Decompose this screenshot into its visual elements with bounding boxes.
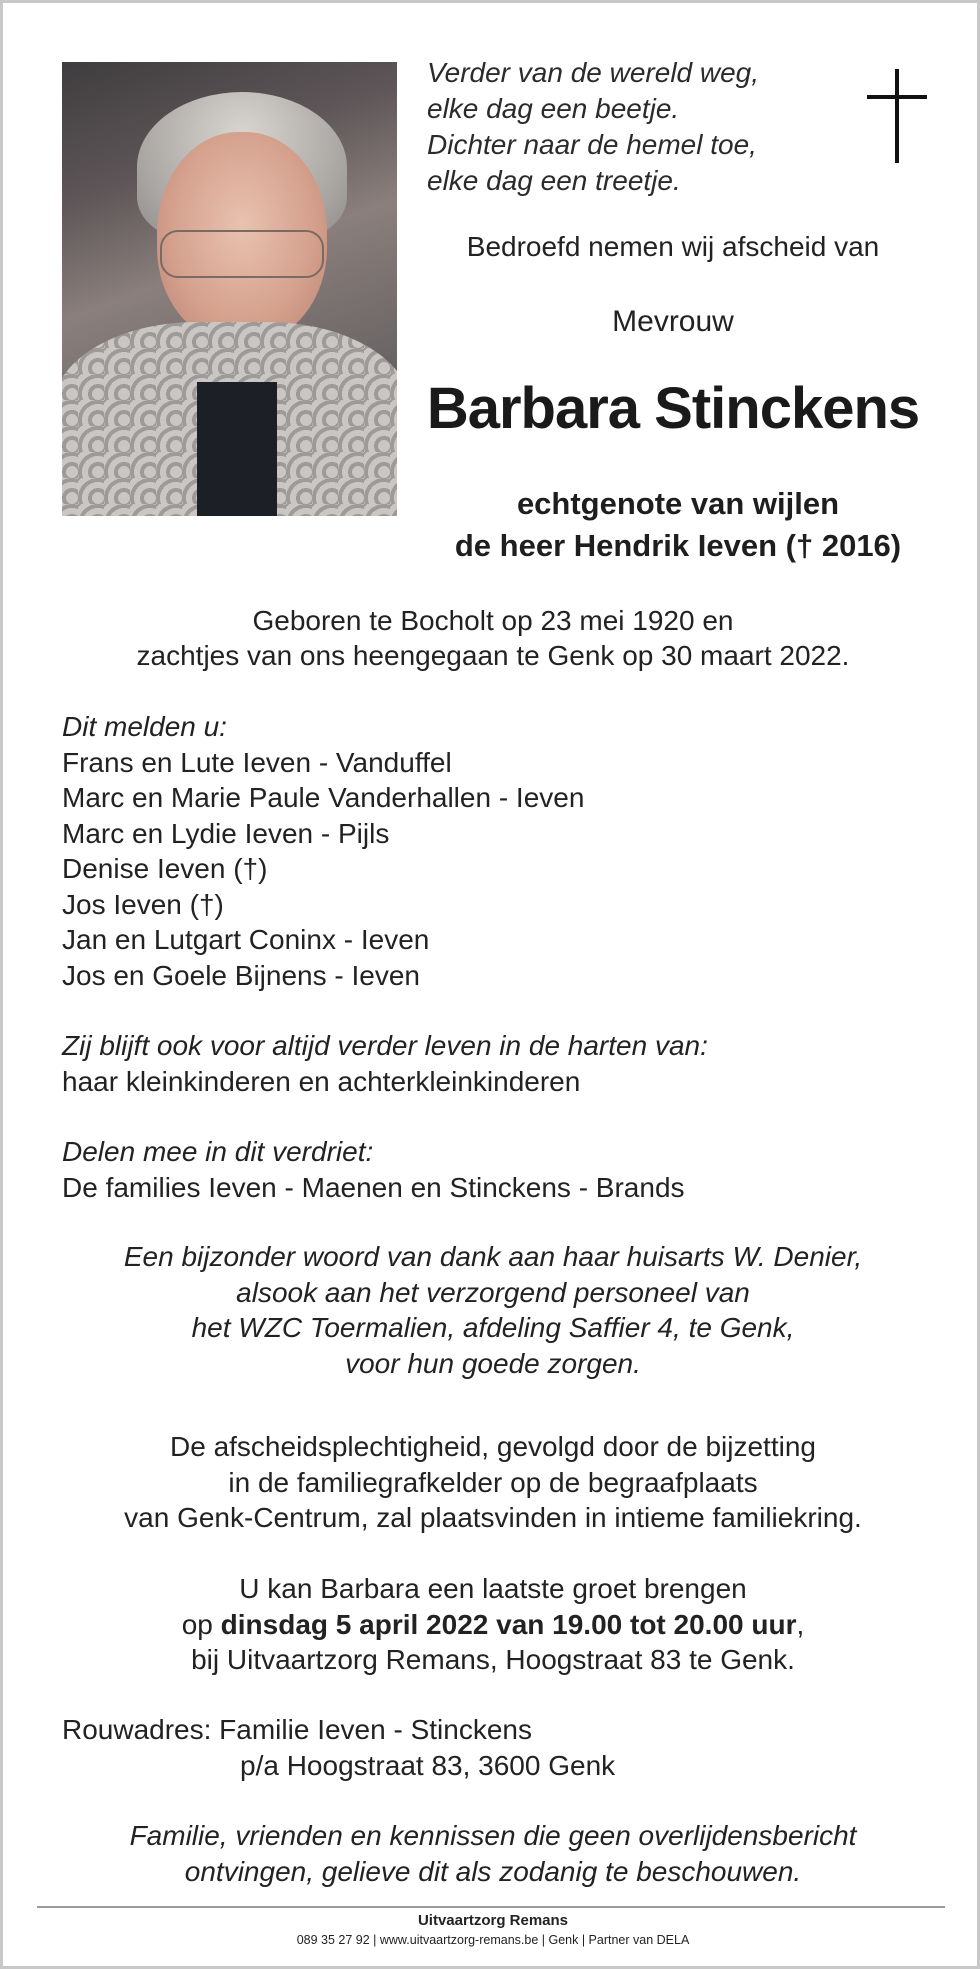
footer — [3, 1911, 980, 1949]
announcer-name: Jos Ieven (†) — [62, 888, 224, 920]
funeral-home-contact: 089 35 27 92 | www.uitvaartzorg-remans.be | Genk | Partner van DELA — [296, 1933, 690, 1947]
announcer-name: Marc en Marie Paule Vanderhallen - Ieven — [62, 782, 585, 813]
share-text: De families Ieven - Maenen en Stinckens - Brands — [62, 1171, 685, 1203]
address-line-2: p/a Hoogstraat 83, 3600 Genk — [240, 1749, 616, 1781]
announcer-name: Jos en Goele Bijnens - Ieven — [62, 959, 420, 991]
poem-line: Verder van de wereld weg, — [427, 57, 760, 88]
visit-section — [3, 1571, 980, 1678]
hearts-section — [62, 1028, 942, 1099]
visit-line-3: bij Uitvaartzorg Remans, Hoogstraat 83 te Genk. — [191, 1644, 795, 1675]
announcer-name: Marc en Lydie Ieven - Pijls — [62, 817, 390, 849]
hearts-heading: Zij blijft ook voor altijd verder leven in de harten van: — [62, 1030, 708, 1061]
ceremony-section — [3, 1429, 980, 1536]
visit-line-2 — [3, 1607, 980, 1643]
visit-datetime: dinsdag 5 april 2022 van 19.00 tot 20.00 uur — [220, 1608, 797, 1640]
announcers-heading: Dit melden u: — [62, 711, 227, 742]
birth-death-info — [3, 603, 980, 673]
spouse-line-1: echtgenote van wijlen — [516, 486, 840, 521]
visit-line-1: U kan Barbara een laatste groet brengen — [239, 1573, 747, 1604]
born-line-1: Geboren te Bocholt op 23 mei 1920 en — [252, 605, 734, 636]
portrait-glasses — [160, 230, 324, 278]
ceremony-line: van Genk-Centrum, zal plaatsvinden in intieme familiekring. — [124, 1502, 862, 1533]
announcers-list — [62, 709, 942, 993]
poem-line: elke dag een beetje. — [427, 93, 680, 124]
funeral-home-name: Uitvaartzorg Remans — [417, 1912, 569, 1929]
notice-section — [3, 1818, 980, 1890]
spouse-line-2: de heer Hendrik Ieven († 2016) — [454, 528, 902, 563]
thanks-line: Een bijzonder woord van dank aan haar huisarts W. Denier, — [123, 1241, 863, 1272]
announcer-name: Frans en Lute Ieven - Vanduffel — [62, 746, 452, 778]
thanks-line: alsook aan het verzorgend personeel van — [236, 1276, 750, 1308]
cross-icon — [867, 69, 927, 163]
notice-line: ontvingen, gelieve dit als zodanig te beschouwen. — [184, 1856, 802, 1887]
hearts-text: haar kleinkinderen en achterkleinkinderen — [62, 1065, 581, 1097]
poem-line: Dichter naar de hemel toe, — [427, 129, 757, 160]
ceremony-line: De afscheidsplechtigheid, gevolgd door de bijzetting — [170, 1431, 816, 1462]
thanks-section — [3, 1239, 980, 1381]
visit-suffix: , — [796, 1608, 805, 1640]
share-section — [62, 1134, 942, 1205]
poem-line: elke dag een treetje. — [427, 165, 681, 196]
visit-prefix: op — [181, 1608, 221, 1640]
portrait-photo — [62, 62, 397, 516]
deceased-name: Barbara Stinckens — [426, 376, 920, 441]
address-line-1: Rouwadres: Familie Ieven - Stinckens — [62, 1714, 532, 1745]
thanks-line: het WZC Toermalien, afdeling Saffier 4, te Genk, — [191, 1312, 795, 1343]
mourning-address — [62, 1712, 615, 1783]
footer-divider — [37, 1906, 945, 1908]
announcer-name: Denise Ieven (†) — [62, 853, 268, 884]
intro-text: Bedroefd nemen wij afscheid van — [466, 231, 880, 262]
poem — [427, 55, 847, 199]
portrait-blouse — [197, 382, 277, 516]
honorific: Mevrouw — [612, 305, 734, 338]
notice-line: Familie, vrienden en kennissen die geen overlijdensbericht — [129, 1820, 857, 1851]
born-line-2: zachtjes van ons heengegaan te Genk op 30 maart 2022. — [136, 640, 850, 671]
ceremony-line: in de familiegrafkelder op de begraafplaats — [228, 1466, 758, 1498]
thanks-line: voor hun goede zorgen. — [345, 1347, 641, 1379]
announcer-name: Jan en Lutgart Coninx - Ieven — [62, 924, 430, 955]
share-heading: Delen mee in dit verdriet: — [62, 1136, 374, 1167]
spouse-info — [383, 483, 973, 567]
